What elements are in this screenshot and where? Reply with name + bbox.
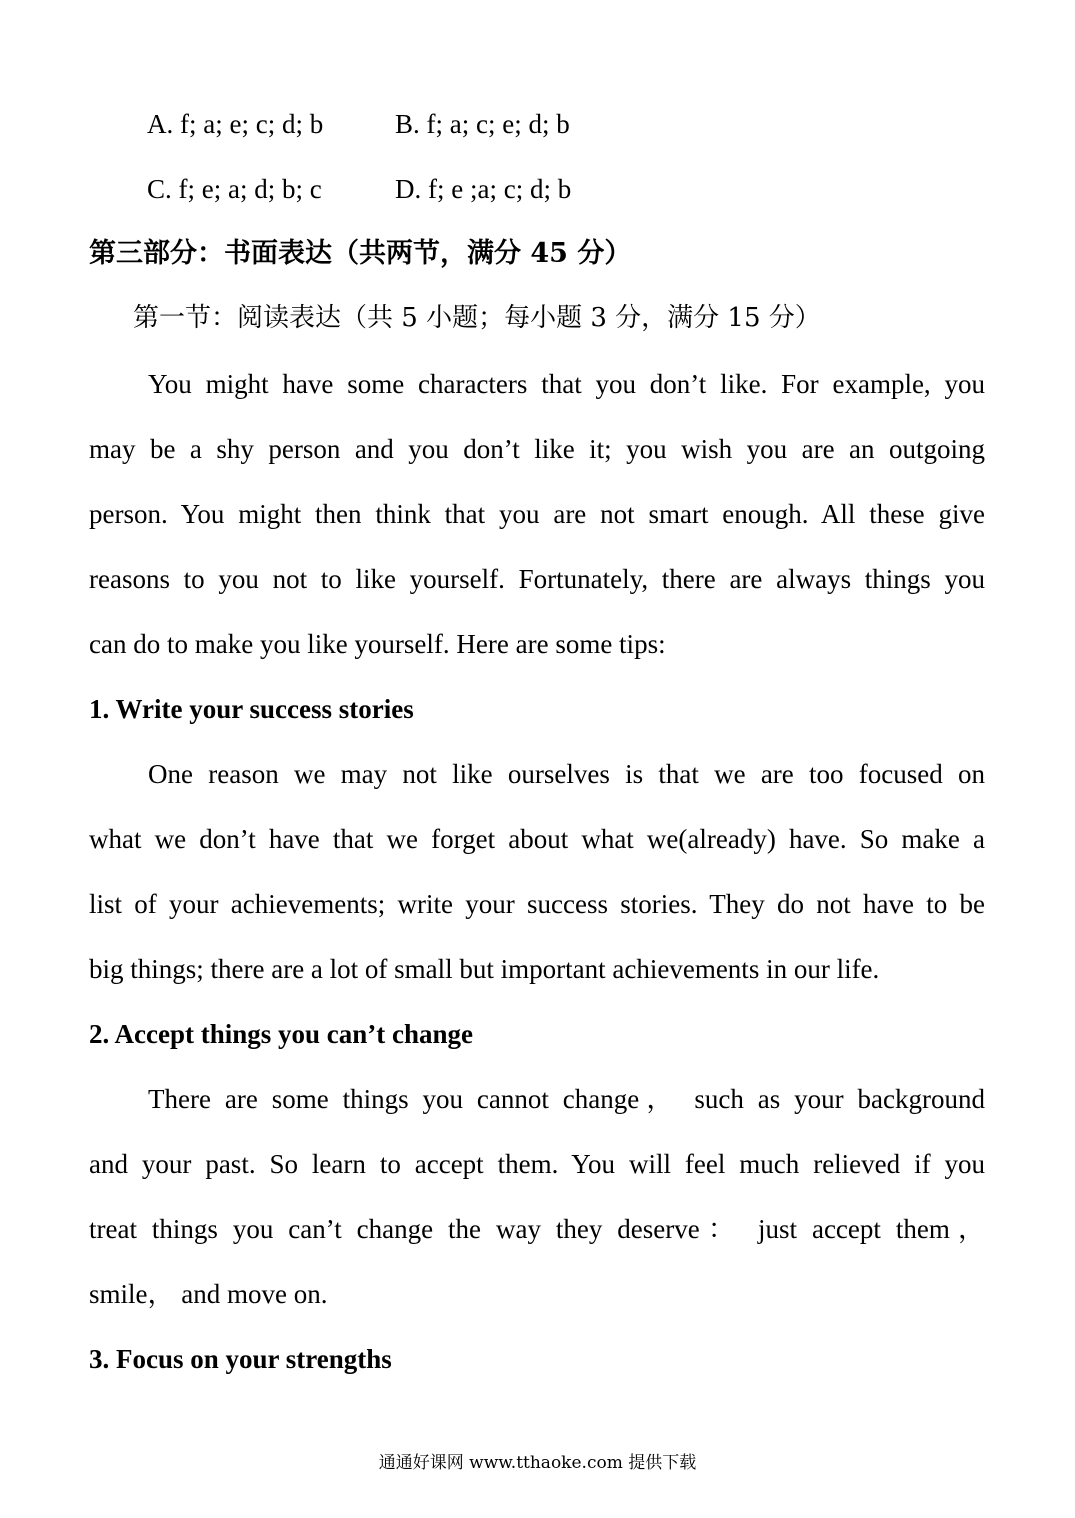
tip2-heading: 2. Accept things you can’t change (89, 1019, 473, 1049)
section-heading: 第一节：阅读表达（共 5 小题；每小题 3 分，满分 15 分） (133, 303, 821, 333)
option-d: D. f; e ;a; c; d; b (395, 174, 572, 204)
tip2-line: and your past. So learn to accept them. You will feel much relieved if you (89, 1149, 985, 1179)
option-b: B. f; a; c; e; d; b (395, 109, 570, 139)
option-a: A. f; a; e; c; d; b (147, 109, 324, 139)
intro-line: person. You might then think that you are not smart enough. All these give (89, 499, 985, 529)
tip3-heading: 3. Focus on your strengths (89, 1344, 392, 1374)
intro-line: can do to make you like yourself. Here are some tips: (89, 629, 666, 659)
intro-line: You might have some characters that you don’t like. For example, you (148, 369, 985, 399)
intro-line: may be a shy person and you don’t like it; you wish you are an outgoing (89, 434, 985, 464)
tip1-heading: 1. Write your success stories (89, 694, 414, 724)
intro-line: reasons to you not to like yourself. Fortunately, there are always things you (89, 564, 985, 594)
tip2-line: treat things you can’t change the way they deserve： just accept them， (89, 1214, 985, 1244)
tip1-line: big things; there are a lot of small but important achievements in our life. (89, 954, 880, 984)
option-c: C. f; e; a; d; b; c (147, 174, 322, 204)
tip1-line: what we don’t have that we forget about what we(already) have. So make a (89, 824, 985, 854)
tip2-line: smile， and move on. (89, 1279, 328, 1309)
page-footer: 通通好课网 www.tthaoke.com 提供下载 (378, 1453, 697, 1473)
tip2-line: There are some things you cannot change， such as your background (148, 1084, 985, 1114)
tip1-line: One reason we may not like ourselves is that we are too focused on (148, 759, 985, 789)
tip1-line: list of your achievements; write your success stories. They do not have to be (89, 889, 985, 919)
part-heading: 第三部分：书面表达（共两节，满分 45 分） (89, 238, 632, 269)
